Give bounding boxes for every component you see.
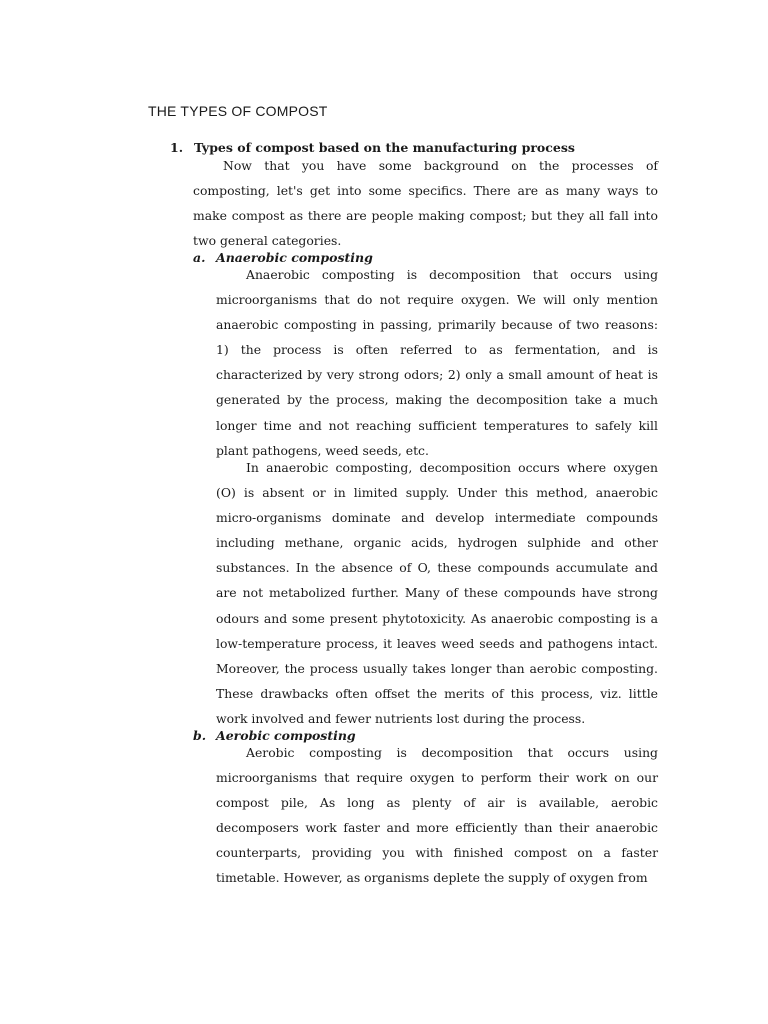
subheading-letter: a.	[193, 250, 206, 265]
section-heading-text: Types of compost based on the manufacturing process	[194, 140, 575, 155]
section-number: 1.	[170, 140, 184, 155]
document-title: THE TYPES OF COMPOST	[148, 103, 328, 119]
aerobic-paragraph-1: Aerobic composting is decomposition that occurs using microorganisms that require oxygen to perform their work on our compost pile, As long as plenty of air is available, aerobic decomposers work faster and more efficiently than their anaerobic counterparts, providing you with finished compost on a faster timetable. However, as organisms deplete the supply of oxygen from	[216, 745, 658, 886]
anaerobic-paragraph-2: In anaerobic composting, decomposition occurs where oxygen (O) is absent or in limited supply. Under this method, anaerobic micro-organisms dominate and develop intermediate compounds including methane, organic acids, hydrogen sulphide and other substances. In the absence of O, these compounds accumulate and are not metabolized further. Many of these compounds have strong odours and some present phytotoxicity. As anaerobic composting is a low-temperature process, it leaves weed seeds and pathogens intact. Moreover, the process usually takes longer than aerobic composting. These drawbacks often offset the merits of this process, viz. little work involved and fewer nutrients lost during the process.	[216, 460, 658, 726]
intro-paragraph: Now that you have some background on the processes of composting, let's get into some specifics. There are as many ways to make compost as there are people making compost; but they all fall into two general categories.	[193, 158, 658, 249]
subheading-letter: b.	[193, 728, 207, 743]
anaerobic-block-2	[216, 455, 658, 731]
section-intro	[193, 153, 658, 253]
subheading-text: Anaerobic composting	[216, 250, 373, 265]
subheading-text: Aerobic composting	[216, 728, 356, 743]
anaerobic-block-1	[216, 262, 658, 463]
aerobic-block-1	[216, 740, 658, 891]
anaerobic-paragraph-1: Anaerobic composting is decomposition that occurs using microorganisms that do not require oxygen. We will only mention anaerobic composting in passing, primarily because of two reasons: 1) the process is often referred to as fermentation, and is characterized by very strong odors; 2) only a small amount of heat is generated by the process, making the decomposition take a much longer time and not reaching sufficient temperatures to safely kill plant pathogens, weed seeds, etc.	[216, 267, 658, 458]
